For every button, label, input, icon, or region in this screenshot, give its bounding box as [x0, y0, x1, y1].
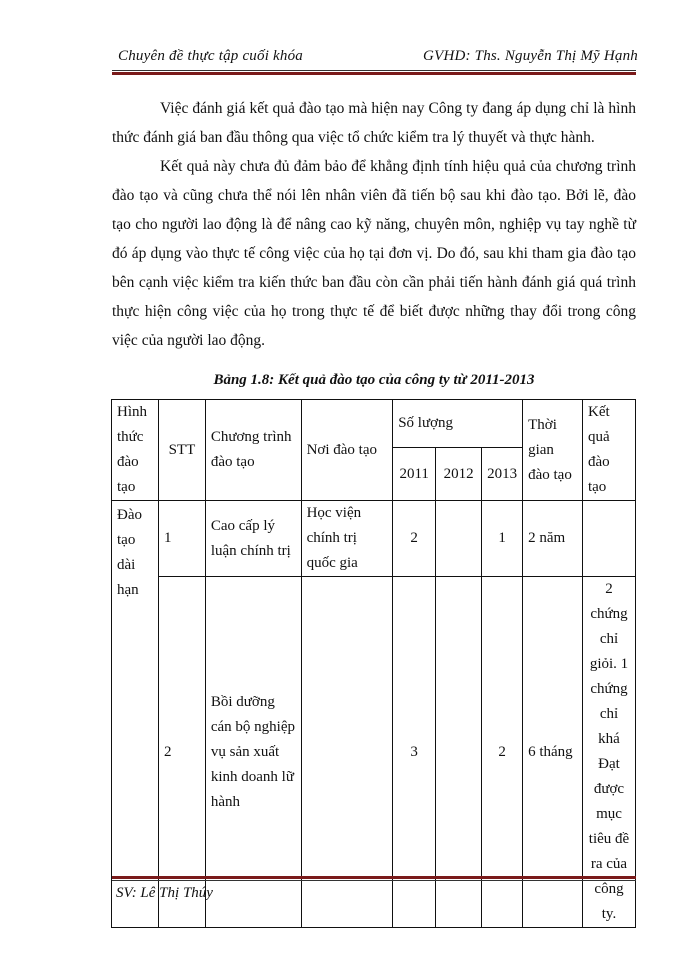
header-program: Chương trình đào tạo [205, 400, 301, 501]
table-row [112, 577, 636, 928]
header-result: Kết quả đào tạo [582, 400, 635, 501]
result-cell [582, 501, 635, 577]
header-stt: STT [158, 400, 205, 501]
header-form: Hình thức đào tạo [112, 400, 159, 501]
program-cell: Cao cấp lý luận chính trị [205, 501, 301, 577]
count-2011-cell: 3 [393, 577, 436, 928]
program-cell: Bồi dưỡng cán bộ nghiệp vụ sản xuất kinh doanh lữ hành [205, 577, 301, 928]
header-document-title: Chuyên đề thực tập cuối khóa [118, 48, 303, 64]
table-header-row [112, 400, 636, 448]
form-cell: Đào tạo dài hạn [112, 501, 159, 928]
count-2011-cell: 2 [393, 501, 436, 577]
header-year-2012: 2012 [436, 448, 482, 501]
header-supervisor: GVHD: Ths. Nguyễn Thị Mỹ Hạnh [423, 48, 638, 64]
count-2012-cell [436, 501, 482, 577]
stt-cell: 2 [158, 577, 205, 928]
header-year-2011: 2011 [393, 448, 436, 501]
duration-cell: 2 năm [523, 501, 583, 577]
paragraph-results: Kết quả này chưa đủ đảm bảo để khẳng định tính hiệu quả của chương trình đào tạo và cũng chưa thể nói lên nhân viên đã tiến bộ sau khi đào tạo. Bởi lẽ, đào tạo cho người lao động là để nâng cao kỹ năng, chuyên môn, nghiệp vụ tay nghề từ đó áp dụng vào thực tế công việc của họ tại đơn vị. Do đó, sau khi tham gia đào tạo bên cạnh việc kiểm tra kiến thức ban đầu còn cần phải tiến hành đánh giá quá trình thực hiện công việc của họ trong thực tế để biết được những thay đổi trong công việc của người lao động. [112, 158, 636, 349]
header-duration: Thời gian đào tạo [523, 400, 583, 501]
page-header [118, 48, 638, 65]
training-results-table [111, 399, 636, 928]
header-place: Nơi đào tạo [301, 400, 393, 501]
footer-rule [112, 876, 636, 881]
table-caption: Bảng 1.8: Kết quả đào tạo của công ty từ 2011-2013 [213, 372, 535, 388]
header-quantity: Số lượng [393, 400, 523, 448]
paragraph-evaluation: Việc đánh giá kết quả đào tạo mà hiện nay Công ty đang áp dụng chỉ là hình thức đánh giá ban đầu thông qua việc tổ chức kiểm tra lý thuyết và thực hành. [112, 100, 636, 146]
body-text [112, 94, 636, 355]
footer-student-name: SV: Lê Thị Thúy [116, 885, 213, 901]
count-2012-cell [436, 577, 482, 928]
header-rule [112, 70, 636, 75]
count-2013-cell: 1 [482, 501, 523, 577]
place-cell: Học viện chính trị quốc gia [301, 501, 393, 577]
table-row [112, 501, 636, 577]
place-cell [301, 577, 393, 928]
count-2013-cell: 2 [482, 577, 523, 928]
result-cell: 2 chứng chỉ giỏi. 1 chứng chỉ khá Đạt được mục tiêu đề ra của công ty. [582, 577, 635, 928]
header-year-2013: 2013 [482, 448, 523, 501]
stt-cell: 1 [158, 501, 205, 577]
duration-cell: 6 tháng [523, 577, 583, 928]
